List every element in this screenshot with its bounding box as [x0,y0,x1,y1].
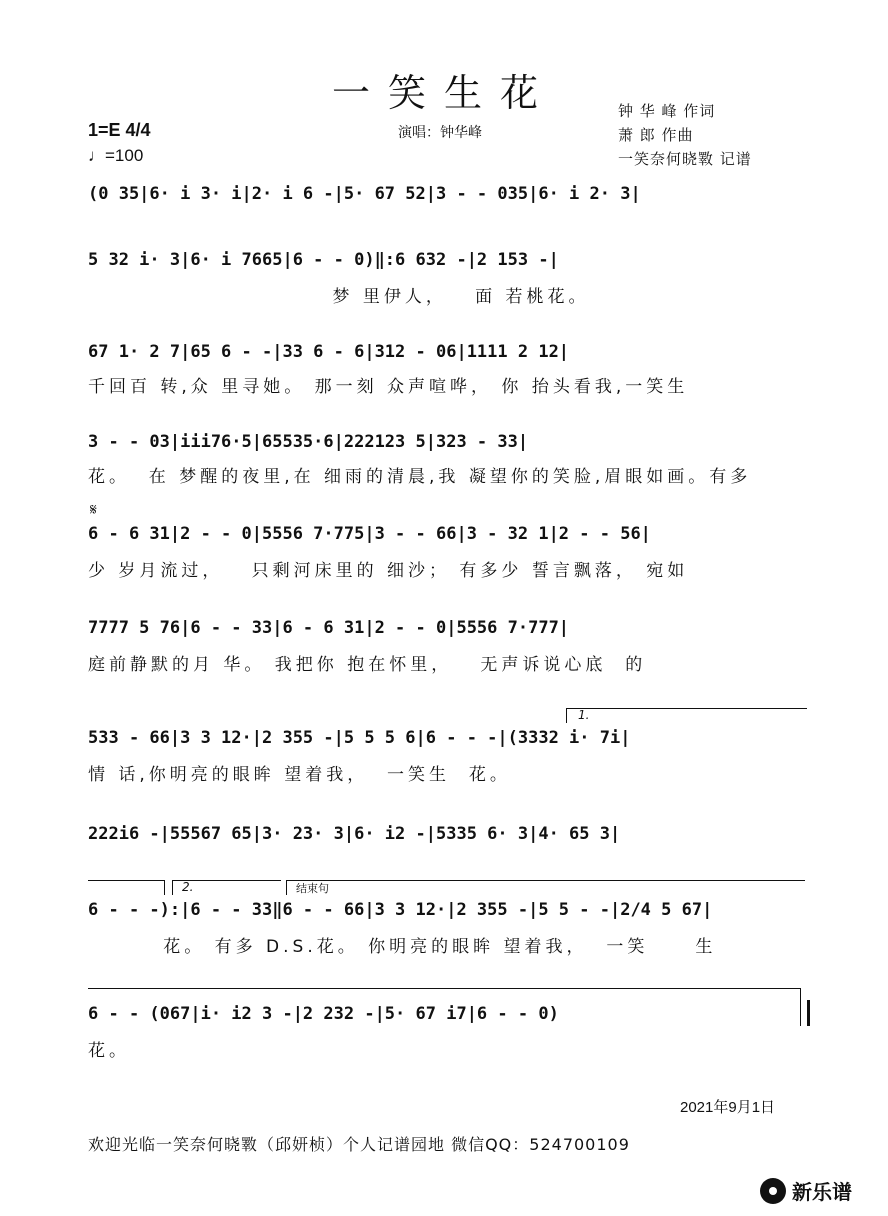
transcriber-credit: 一笑奈何晓斁 记谱 [618,150,752,168]
score-line-3: 67 1· 2 7|65 6 - -|33 6 - 6|312 - 06|1111 2 12| [88,342,570,362]
score-line-6: 7777 5 76|6 - - 33|6 - 6 31|2 - - 0|5556 7·777| [88,618,570,638]
lyricist-credit: 钟 华 峰 作词 [618,102,716,120]
score-line-1: (0 35|6· i 3· i|2· i 6 -|5· 67 52|3 - - 035|6· i 2· 3| [88,184,641,204]
volta-1-continuation [88,880,165,895]
key-signature: 1=E 4/4 [88,120,151,140]
segno-mark: 𝄋 [90,500,97,519]
page-title: 一笑生花 [331,71,556,115]
lyric-line-3: 千回百 转,众 里寻她。 那一刻 众声喧哗， 你 抬头看我,一笑生 [88,377,689,397]
lyric-line-6: 庭前静默的月 华。 我把你 抱在怀里， 无声诉说心底 的 [88,655,647,675]
score-line-10: 6 - - (067|i· i2 3 -|2 232 -|5· 67 i7|6 - - 0) [88,1004,559,1024]
score-line-5: 6 - 6 31|2 - - 0|5556 7·775|3 - - 66|3 - 32 1|2 - - 56| [88,524,651,544]
lyric-line-5: 少 岁月流过， 只剩河床里的 细沙； 有多少 誓言飘落， 宛如 [88,561,689,581]
score-line-9: 6 - - -):|6 - - 33‖6 - - 66|3 3 12·|2 355 -|5 5 - -|2/4 5 67| [88,900,713,920]
lyric-line-4: 花。 在 梦醒的夜里,在 细雨的清晨,我 凝望你的笑脸,眉眼如画。有多 [88,467,752,487]
footer-note: 欢迎光临一笑奈何晓斁（邱妍桢）个人记谱园地 微信QQ：524700109 [88,1135,630,1154]
ending-bracket-continuation [88,988,801,1003]
score-line-8: 222i6 -|55567 65|3· 23· 3|6· i2 -|5335 6· 3|4· 65 3| [88,824,621,844]
score-line-7: 533 - 66|3 3 12·|2 355 -|5 5 5 6|6 - - -|(3332 i· 7i| [88,728,631,748]
lyric-line-2: 梦 里伊人， 面 若桃花。 [88,287,590,307]
score-line-2: 5 32 i· 3|6· i 7665|6 - - 0)‖:6 632 -|2 153 -| [88,250,559,270]
composer-credit: 萧 郎 作曲 [618,126,694,144]
volta-1-label: 1. [578,708,590,722]
site-logo [760,1176,852,1205]
logo-text: 新乐谱 [792,1180,852,1204]
lyric-line-10: 花。 [88,1041,130,1061]
volta-1-bracket [566,708,807,723]
singer-credit: 演唱：钟华峰 [398,125,482,141]
ending-bracket [286,880,805,895]
lyric-line-9: 花。 有多 D.S.花。 你明亮的眼眸 望着我， 一笑 生 [88,937,717,957]
score-line-4: 3 - - 03|iii76·5|65535·6|222123 5|323 - 33| [88,432,529,452]
volta-2-label: 2. [182,880,194,894]
lyric-line-7: 情 话,你明亮的眼眸 望着我， 一笑生 花。 [88,765,511,785]
tempo-mark: ♩=100 [88,146,144,165]
final-barline [800,1000,810,1026]
ending-label: 结束句 [296,882,329,895]
date-text: 2021年9月1日 [680,1099,776,1116]
vinyl-disc-icon [760,1178,786,1204]
